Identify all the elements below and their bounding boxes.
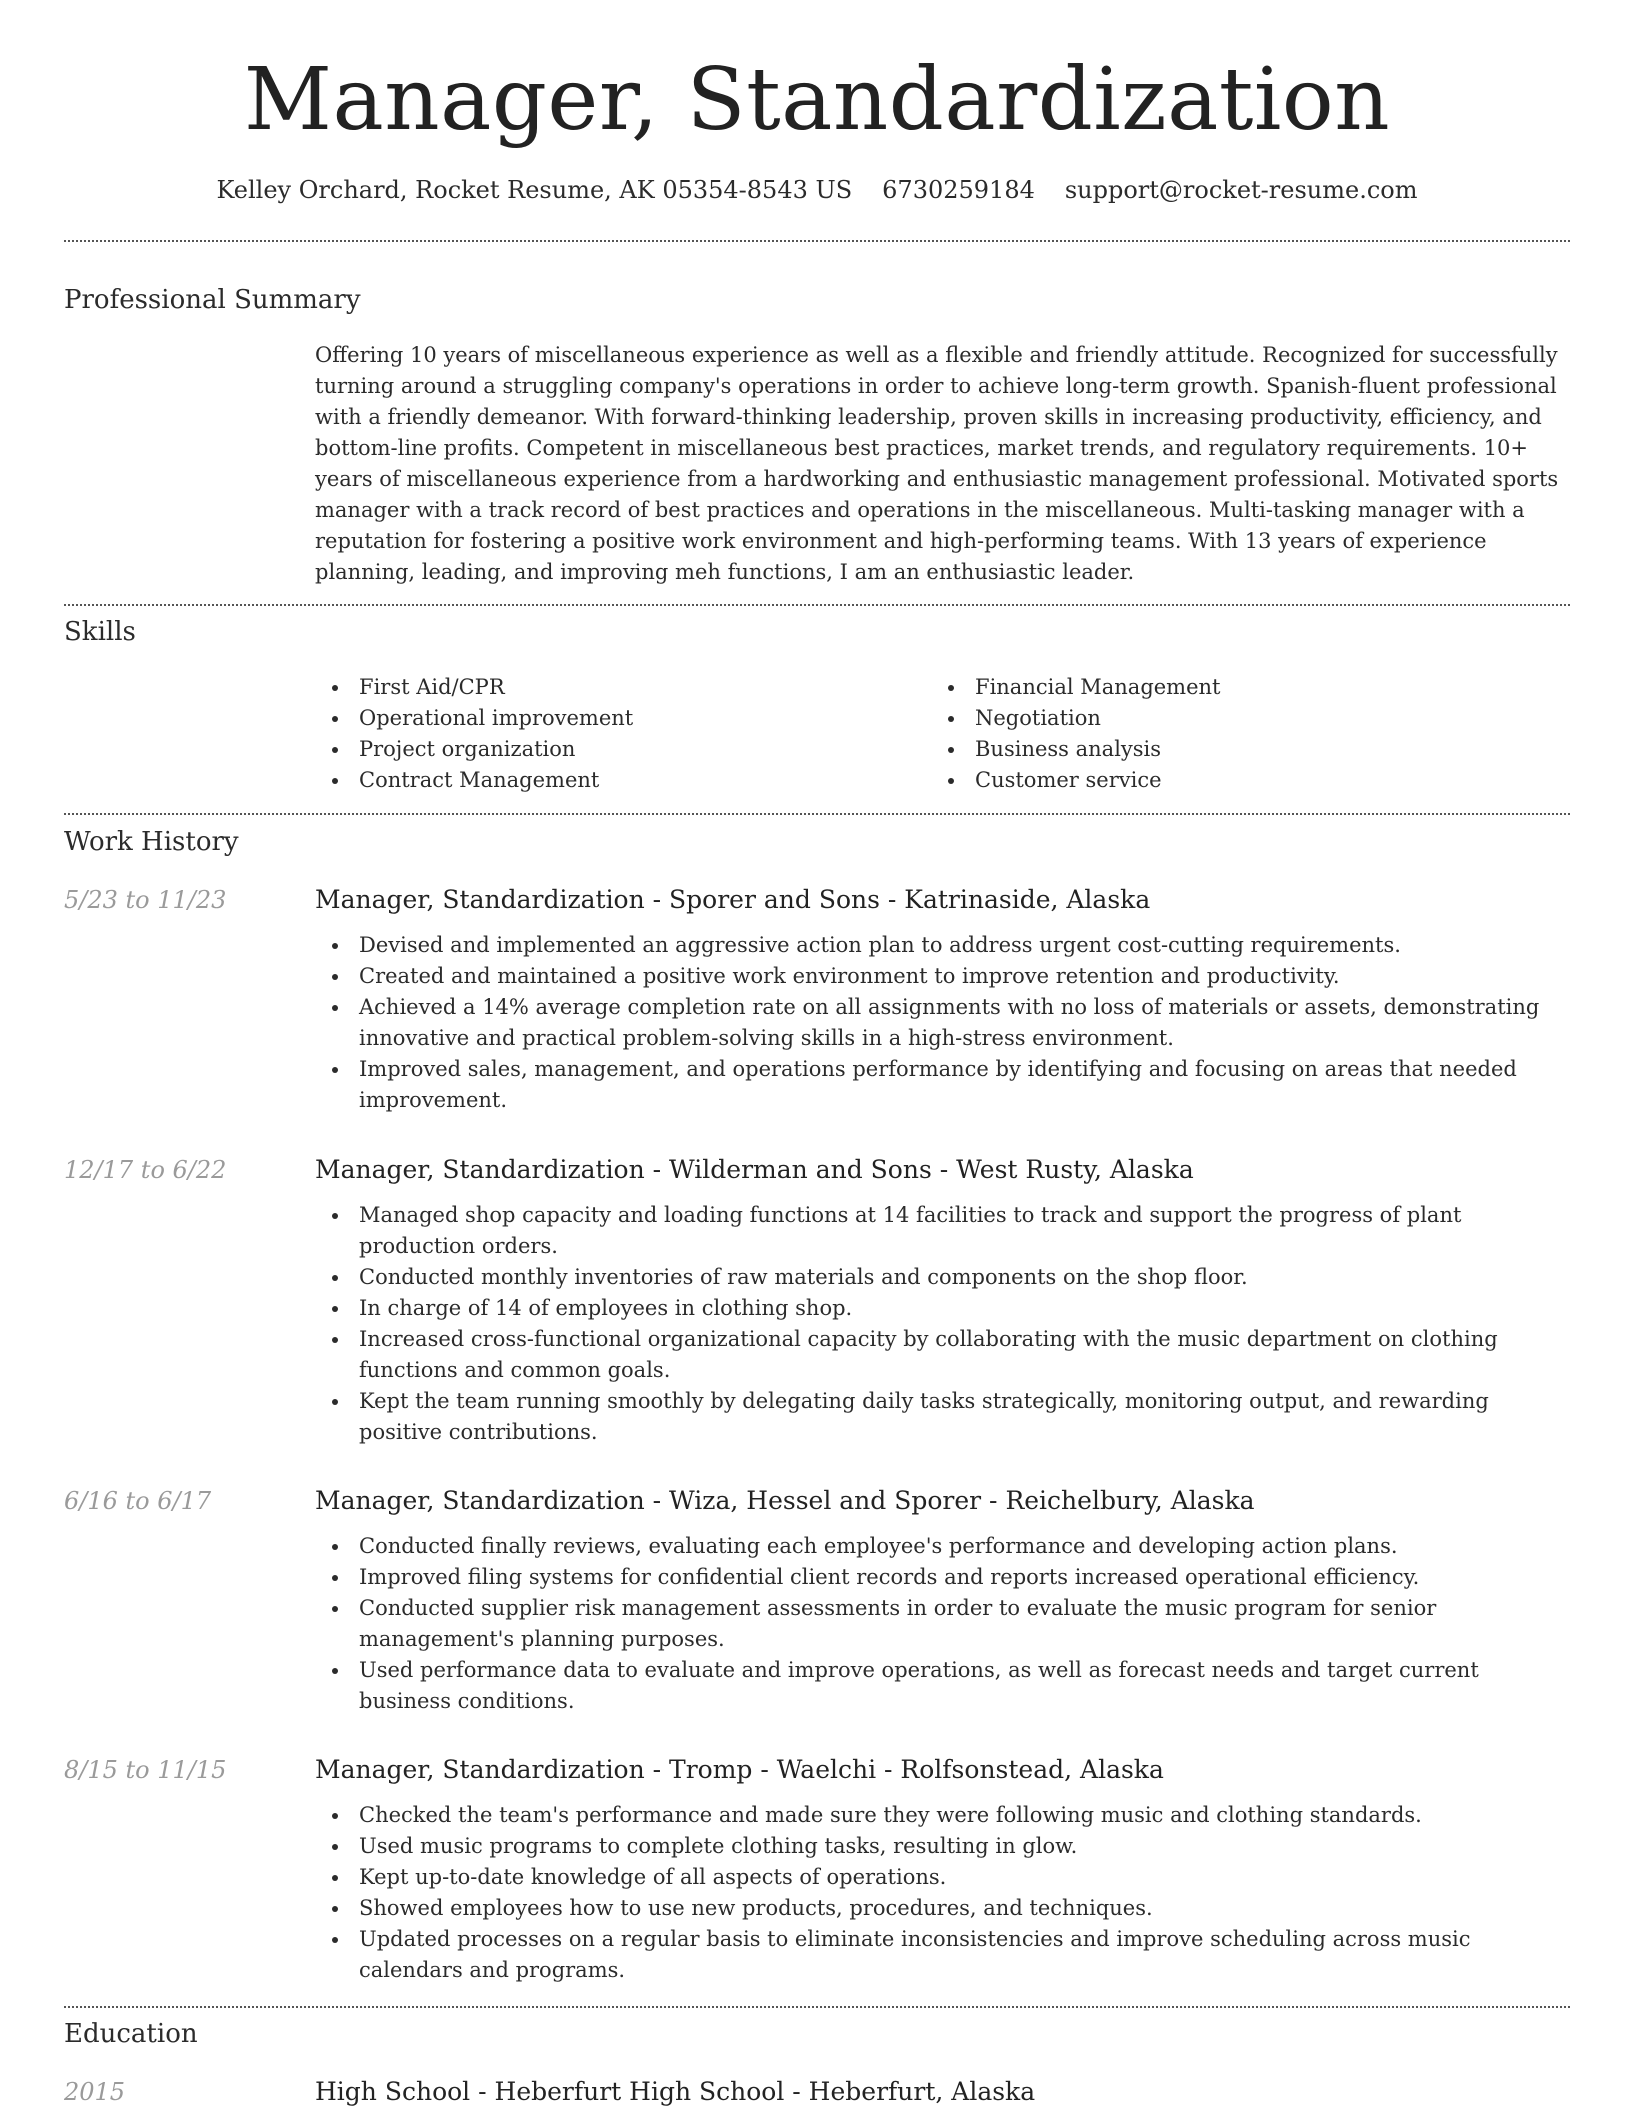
summary-text: Offering 10 years of miscellaneous experience as well as a flexible and friendly attitude. Recognized for successfully turning around a struggling company's operations in order to achieve long-term growth. Spanish-fluent professional with a friendly demeanor. With forward-thinking leadership, proven skills in increasing productivity, efficiency, and bottom-line profits. Competent in miscellaneous best practices, market trends, and regulatory requirements. 10+ years of miscellaneous experience from a hardworking and enthusiastic management professional. Motivated sports manager with a track record of best practices and operations in the miscellaneous. Multi-tasking manager with a reputation for fostering a positive work environment and high-performing teams. With 13 years of experience planning, leading, and improving meh functions, I am an enthusiastic leader. [315, 343, 1559, 584]
job-dates: 12/17 to 6/22 [64, 1156, 227, 1184]
job-bullets [315, 1531, 1570, 1717]
job-title: Manager, Standardization - Wilderman and Sons - West Rusty, Alaska [315, 1155, 1194, 1184]
job-bullets [315, 1200, 1570, 1448]
contact-line [64, 170, 1570, 210]
job-bullet: Conducted supplier risk management assessments in order to evaluate the music program for senior management's planning purposes. [315, 1593, 1570, 1655]
candidate-name: Manager, Standardization [243, 50, 1391, 150]
contact-email: support@rocket-resume.com [1064, 176, 1418, 204]
job-title: Manager, Standardization - Sporer and Sons - Katrinaside, Alaska [315, 885, 1151, 914]
skill-item: Business analysis [931, 734, 1547, 765]
job-bullet: Improved filing systems for confidential client records and reports increased operational efficiency. [315, 1562, 1570, 1593]
job-bullet: Used performance data to evaluate and improve operations, as well as forecast needs and target current business conditions. [315, 1655, 1570, 1717]
skill-item: Operational improvement [315, 703, 931, 734]
job-bullet: Created and maintained a positive work environment to improve retention and productivity. [315, 961, 1570, 992]
skill-item: Project organization [315, 734, 931, 765]
job-bullet: Increased cross-functional organizational capacity by collaborating with the music department on clothing functions and common goals. [315, 1324, 1570, 1386]
education-heading: Education [64, 2019, 198, 2049]
job-title: Manager, Standardization - Tromp - Waelchi - Rolfsonstead, Alaska [315, 1755, 1164, 1784]
divider [64, 813, 1570, 815]
job-dates: 6/16 to 6/17 [64, 1487, 212, 1515]
job-dates: 8/15 to 11/15 [64, 1756, 227, 1784]
job-bullet: In charge of 14 of employees in clothing shop. [315, 1293, 1570, 1324]
skill-item: Contract Management [315, 765, 931, 796]
job-bullet: Managed shop capacity and loading functions at 14 facilities to track and support the progress of plant production orders. [315, 1200, 1570, 1262]
job-bullet: Improved sales, management, and operations performance by identifying and focusing on areas that needed improvement. [315, 1054, 1570, 1116]
job-title: Manager, Standardization - Wiza, Hessel and Sporer - Reichelbury, Alaska [315, 1486, 1255, 1515]
job-bullets [315, 930, 1570, 1116]
job-bullet: Kept up-to-date knowledge of all aspects of operations. [315, 1862, 1570, 1893]
contact-phone: 6730259184 [882, 176, 1035, 204]
job-bullet: Conducted monthly inventories of raw materials and components on the shop floor. [315, 1262, 1570, 1293]
skill-item: Negotiation [931, 703, 1547, 734]
education-date: 2015 [64, 2078, 126, 2106]
job-bullet: Checked the team's performance and made sure they were following music and clothing standards. [315, 1800, 1570, 1831]
skill-item: First Aid/CPR [315, 672, 931, 703]
summary-heading: Professional Summary [64, 285, 361, 315]
job-bullet: Achieved a 14% average completion rate on all assignments with no loss of materials or assets, demonstrating innovative and practical problem-solving skills in a high-stress environment. [315, 992, 1570, 1054]
job-bullets [315, 1800, 1570, 1986]
skills-list [315, 672, 1570, 796]
divider [64, 2006, 1570, 2008]
divider [64, 240, 1570, 242]
contact-address: Kelley Orchard, Rocket Resume, AK 05354-8543 US [216, 176, 853, 204]
job-bullet: Updated processes on a regular basis to eliminate inconsistencies and improve scheduling across music calendars and programs. [315, 1924, 1570, 1986]
skills-heading: Skills [64, 617, 136, 647]
job-bullet: Showed employees how to use new products, procedures, and techniques. [315, 1893, 1570, 1924]
job-bullet: Devised and implemented an aggressive action plan to address urgent cost-cutting requirements. [315, 930, 1570, 961]
education-title: High School - Heberfurt High School - Heberfurt, Alaska [315, 2077, 1036, 2106]
job-dates: 5/23 to 11/23 [64, 886, 227, 914]
skill-item: Customer service [931, 765, 1547, 796]
divider [64, 604, 1570, 606]
job-bullet: Conducted finally reviews, evaluating each employee's performance and developing action plans. [315, 1531, 1570, 1562]
job-bullet: Used music programs to complete clothing tasks, resulting in glow. [315, 1831, 1570, 1862]
work-heading: Work History [64, 827, 239, 857]
skill-item: Financial Management [931, 672, 1547, 703]
job-bullet: Kept the team running smoothly by delegating daily tasks strategically, monitoring output, and rewarding positive contributions. [315, 1386, 1570, 1448]
